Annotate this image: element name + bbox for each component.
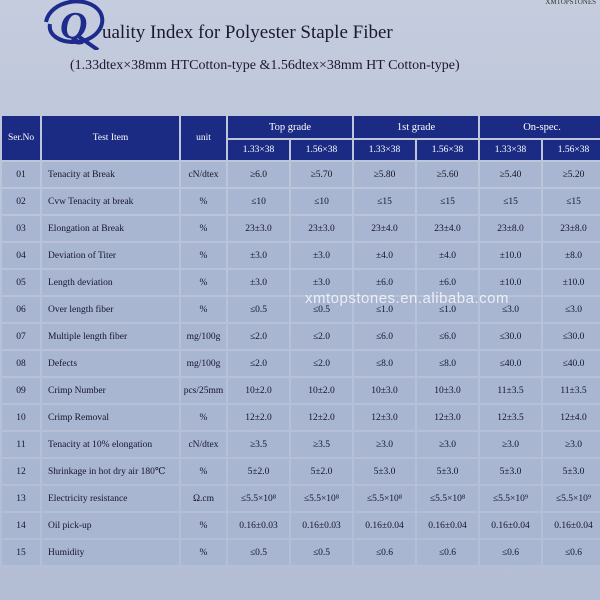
- row-value-cell: ≤10: [228, 189, 289, 214]
- row-test-item: Oil pick-up: [42, 513, 179, 538]
- row-value-cell: 0.16±0.04: [417, 513, 478, 538]
- row-value-cell: ≤8.0: [354, 351, 415, 376]
- row-value-cell: ≤1.0: [354, 297, 415, 322]
- subheader-onspec-1.56: 1.56×38: [543, 140, 600, 160]
- row-serial-number: 05: [2, 270, 40, 295]
- row-value-cell: 10±3.0: [354, 378, 415, 403]
- header-1st-grade: 1st grade: [354, 116, 478, 138]
- logo-letter: Q: [60, 5, 88, 47]
- row-test-item: Humidity: [42, 540, 179, 565]
- subheader-top-1.33: 1.33×38: [228, 140, 289, 160]
- row-value-cell: 23±8.0: [543, 216, 600, 241]
- row-value-cell: ≤15: [543, 189, 600, 214]
- subheader-1st-1.56: 1.56×38: [417, 140, 478, 160]
- row-serial-number: 11: [2, 432, 40, 457]
- row-unit: pcs/25mm: [181, 378, 226, 403]
- row-value-cell: ≤0.6: [354, 540, 415, 565]
- row-value-cell: ≤40.0: [480, 351, 541, 376]
- row-value-cell: 11±3.5: [543, 378, 600, 403]
- row-value-cell: 10±3.0: [417, 378, 478, 403]
- table-row: [2, 540, 600, 565]
- row-test-item: Length deviation: [42, 270, 179, 295]
- corner-brand-text: XMTOPSTONES: [545, 0, 596, 6]
- row-value-cell: ≥5.80: [354, 162, 415, 187]
- row-value-cell: ≤6.0: [417, 324, 478, 349]
- row-test-item: Shrinkage in hot dry air 180℃: [42, 459, 179, 484]
- row-unit: %: [181, 243, 226, 268]
- row-unit: %: [181, 513, 226, 538]
- row-value-cell: 12±3.5: [480, 405, 541, 430]
- row-value-cell: ≤15: [480, 189, 541, 214]
- header-test-item: Test Item: [42, 116, 179, 160]
- row-serial-number: 01: [2, 162, 40, 187]
- row-value-cell: ≤2.0: [291, 324, 352, 349]
- row-value-cell: 23±4.0: [417, 216, 478, 241]
- row-unit: %: [181, 189, 226, 214]
- row-value-cell: 12±4.0: [543, 405, 600, 430]
- row-value-cell: ±10.0: [543, 270, 600, 295]
- row-unit: %: [181, 270, 226, 295]
- row-value-cell: ≥3.0: [417, 432, 478, 457]
- row-value-cell: ≤3.0: [543, 297, 600, 322]
- row-test-item: Deviation of Titer: [42, 243, 179, 268]
- row-test-item: Crimp Number: [42, 378, 179, 403]
- row-unit: %: [181, 459, 226, 484]
- row-value-cell: ±3.0: [291, 243, 352, 268]
- table-row: [2, 432, 600, 457]
- row-serial-number: 10: [2, 405, 40, 430]
- row-value-cell: 5±3.0: [543, 459, 600, 484]
- row-value-cell: ≤8.0: [417, 351, 478, 376]
- row-value-cell: ±6.0: [354, 270, 415, 295]
- row-serial-number: 06: [2, 297, 40, 322]
- row-value-cell: ≤15: [417, 189, 478, 214]
- row-value-cell: ≤0.5: [291, 297, 352, 322]
- row-value-cell: ≤6.0: [354, 324, 415, 349]
- subheader-1st-1.33: 1.33×38: [354, 140, 415, 160]
- row-value-cell: ≤15: [354, 189, 415, 214]
- row-value-cell: ≤0.6: [417, 540, 478, 565]
- row-value-cell: ≤2.0: [228, 351, 289, 376]
- row-value-cell: ≤0.6: [543, 540, 600, 565]
- row-serial-number: 14: [2, 513, 40, 538]
- table-row: [2, 189, 600, 214]
- row-value-cell: 12±2.0: [291, 405, 352, 430]
- row-serial-number: 08: [2, 351, 40, 376]
- row-value-cell: ≤3.0: [480, 297, 541, 322]
- row-serial-number: 09: [2, 378, 40, 403]
- row-value-cell: ≥3.0: [480, 432, 541, 457]
- table-row: [2, 405, 600, 430]
- table-row: [2, 162, 600, 187]
- quality-index-table: [0, 114, 600, 567]
- row-value-cell: 0.16±0.03: [228, 513, 289, 538]
- row-test-item: Crimp Removal: [42, 405, 179, 430]
- row-value-cell: 5±3.0: [480, 459, 541, 484]
- row-value-cell: ±3.0: [228, 243, 289, 268]
- row-test-item: Cvw Tenacity at break: [42, 189, 179, 214]
- row-value-cell: 10±2.0: [291, 378, 352, 403]
- row-value-cell: ≤5.5×10⁹: [480, 486, 541, 511]
- row-value-cell: ≥3.5: [291, 432, 352, 457]
- row-value-cell: ±4.0: [417, 243, 478, 268]
- row-value-cell: 12±2.0: [228, 405, 289, 430]
- row-value-cell: ≤5.5×10⁸: [354, 486, 415, 511]
- row-value-cell: 12±3.0: [354, 405, 415, 430]
- row-unit: %: [181, 540, 226, 565]
- row-value-cell: ≤0.5: [291, 540, 352, 565]
- table-row: [2, 270, 600, 295]
- row-value-cell: ≤1.0: [417, 297, 478, 322]
- row-value-cell: 10±2.0: [228, 378, 289, 403]
- row-value-cell: ≥3.0: [354, 432, 415, 457]
- row-value-cell: ≤40.0: [543, 351, 600, 376]
- row-unit: cN/dtex: [181, 432, 226, 457]
- row-value-cell: ±3.0: [291, 270, 352, 295]
- row-value-cell: ≤30.0: [543, 324, 600, 349]
- header-unit: unit: [181, 116, 226, 160]
- row-value-cell: 0.16±0.04: [354, 513, 415, 538]
- table-row: [2, 324, 600, 349]
- row-value-cell: ≤5.5×10⁸: [228, 486, 289, 511]
- page-title: uality Index for Polyester Staple Fiber: [102, 22, 393, 43]
- row-value-cell: ±6.0: [417, 270, 478, 295]
- row-value-cell: ≤0.5: [228, 540, 289, 565]
- table-row: [2, 351, 600, 376]
- row-serial-number: 13: [2, 486, 40, 511]
- table-row: [2, 378, 600, 403]
- row-value-cell: 11±3.5: [480, 378, 541, 403]
- table-body: [2, 162, 600, 565]
- row-value-cell: ≤5.5×10⁹: [543, 486, 600, 511]
- row-value-cell: ≤5.5×10⁸: [291, 486, 352, 511]
- row-value-cell: ±10.0: [480, 243, 541, 268]
- row-value-cell: 5±2.0: [291, 459, 352, 484]
- row-serial-number: 02: [2, 189, 40, 214]
- row-value-cell: 23±3.0: [228, 216, 289, 241]
- row-serial-number: 04: [2, 243, 40, 268]
- header-top-grade: Top grade: [228, 116, 352, 138]
- row-value-cell: ≤30.0: [480, 324, 541, 349]
- table-row: [2, 459, 600, 484]
- header-on-spec: On-spec.: [480, 116, 600, 138]
- row-value-cell: ≤10: [291, 189, 352, 214]
- row-value-cell: ≤2.0: [228, 324, 289, 349]
- row-value-cell: ≤5.5×10⁸: [417, 486, 478, 511]
- row-value-cell: ≤0.6: [480, 540, 541, 565]
- page-subtitle: (1.33dtex×38mm HTCotton-type &1.56dtex×38mm HT Cotton-type): [70, 58, 460, 73]
- row-value-cell: 5±2.0: [228, 459, 289, 484]
- row-value-cell: ≥3.5: [228, 432, 289, 457]
- row-value-cell: 23±8.0: [480, 216, 541, 241]
- row-value-cell: ≤2.0: [291, 351, 352, 376]
- row-value-cell: ≥5.70: [291, 162, 352, 187]
- row-unit: mg/100g: [181, 324, 226, 349]
- row-test-item: Tenacity at 10% elongation: [42, 432, 179, 457]
- row-value-cell: ±10.0: [480, 270, 541, 295]
- row-value-cell: 23±4.0: [354, 216, 415, 241]
- table-row: [2, 243, 600, 268]
- row-value-cell: ≥5.60: [417, 162, 478, 187]
- row-value-cell: ≥6.0: [228, 162, 289, 187]
- row-value-cell: 0.16±0.04: [543, 513, 600, 538]
- row-value-cell: 5±3.0: [354, 459, 415, 484]
- row-test-item: Elongation at Break: [42, 216, 179, 241]
- row-value-cell: 0.16±0.03: [291, 513, 352, 538]
- row-unit: %: [181, 297, 226, 322]
- row-value-cell: 23±3.0: [291, 216, 352, 241]
- row-test-item: Defects: [42, 351, 179, 376]
- subheader-top-1.56: 1.56×38: [291, 140, 352, 160]
- row-unit: %: [181, 405, 226, 430]
- row-value-cell: ±8.0: [543, 243, 600, 268]
- row-unit: Ω.cm: [181, 486, 226, 511]
- row-unit: %: [181, 216, 226, 241]
- row-value-cell: 5±3.0: [417, 459, 478, 484]
- row-serial-number: 12: [2, 459, 40, 484]
- row-value-cell: ≥5.40: [480, 162, 541, 187]
- row-value-cell: ±4.0: [354, 243, 415, 268]
- row-value-cell: 12±3.0: [417, 405, 478, 430]
- watermark: xmtopstones.en.alibaba.com: [305, 290, 509, 307]
- row-test-item: Multiple length fiber: [42, 324, 179, 349]
- subheader-onspec-1.33: 1.33×38: [480, 140, 541, 160]
- row-unit: cN/dtex: [181, 162, 226, 187]
- row-value-cell: ≥3.0: [543, 432, 600, 457]
- row-value-cell: ≥5.20: [543, 162, 600, 187]
- row-value-cell: 0.16±0.04: [480, 513, 541, 538]
- row-test-item: Tenacity at Break: [42, 162, 179, 187]
- row-unit: mg/100g: [181, 351, 226, 376]
- row-value-cell: ±3.0: [228, 270, 289, 295]
- row-serial-number: 07: [2, 324, 40, 349]
- row-test-item: Over length fiber: [42, 297, 179, 322]
- row-value-cell: ≤0.5: [228, 297, 289, 322]
- row-serial-number: 15: [2, 540, 40, 565]
- row-test-item: Electricity resistance: [42, 486, 179, 511]
- table-row: [2, 216, 600, 241]
- row-serial-number: 03: [2, 216, 40, 241]
- table-row: [2, 297, 600, 322]
- header-serno: Ser.No: [2, 116, 40, 160]
- table-row: [2, 486, 600, 511]
- table-row: [2, 513, 600, 538]
